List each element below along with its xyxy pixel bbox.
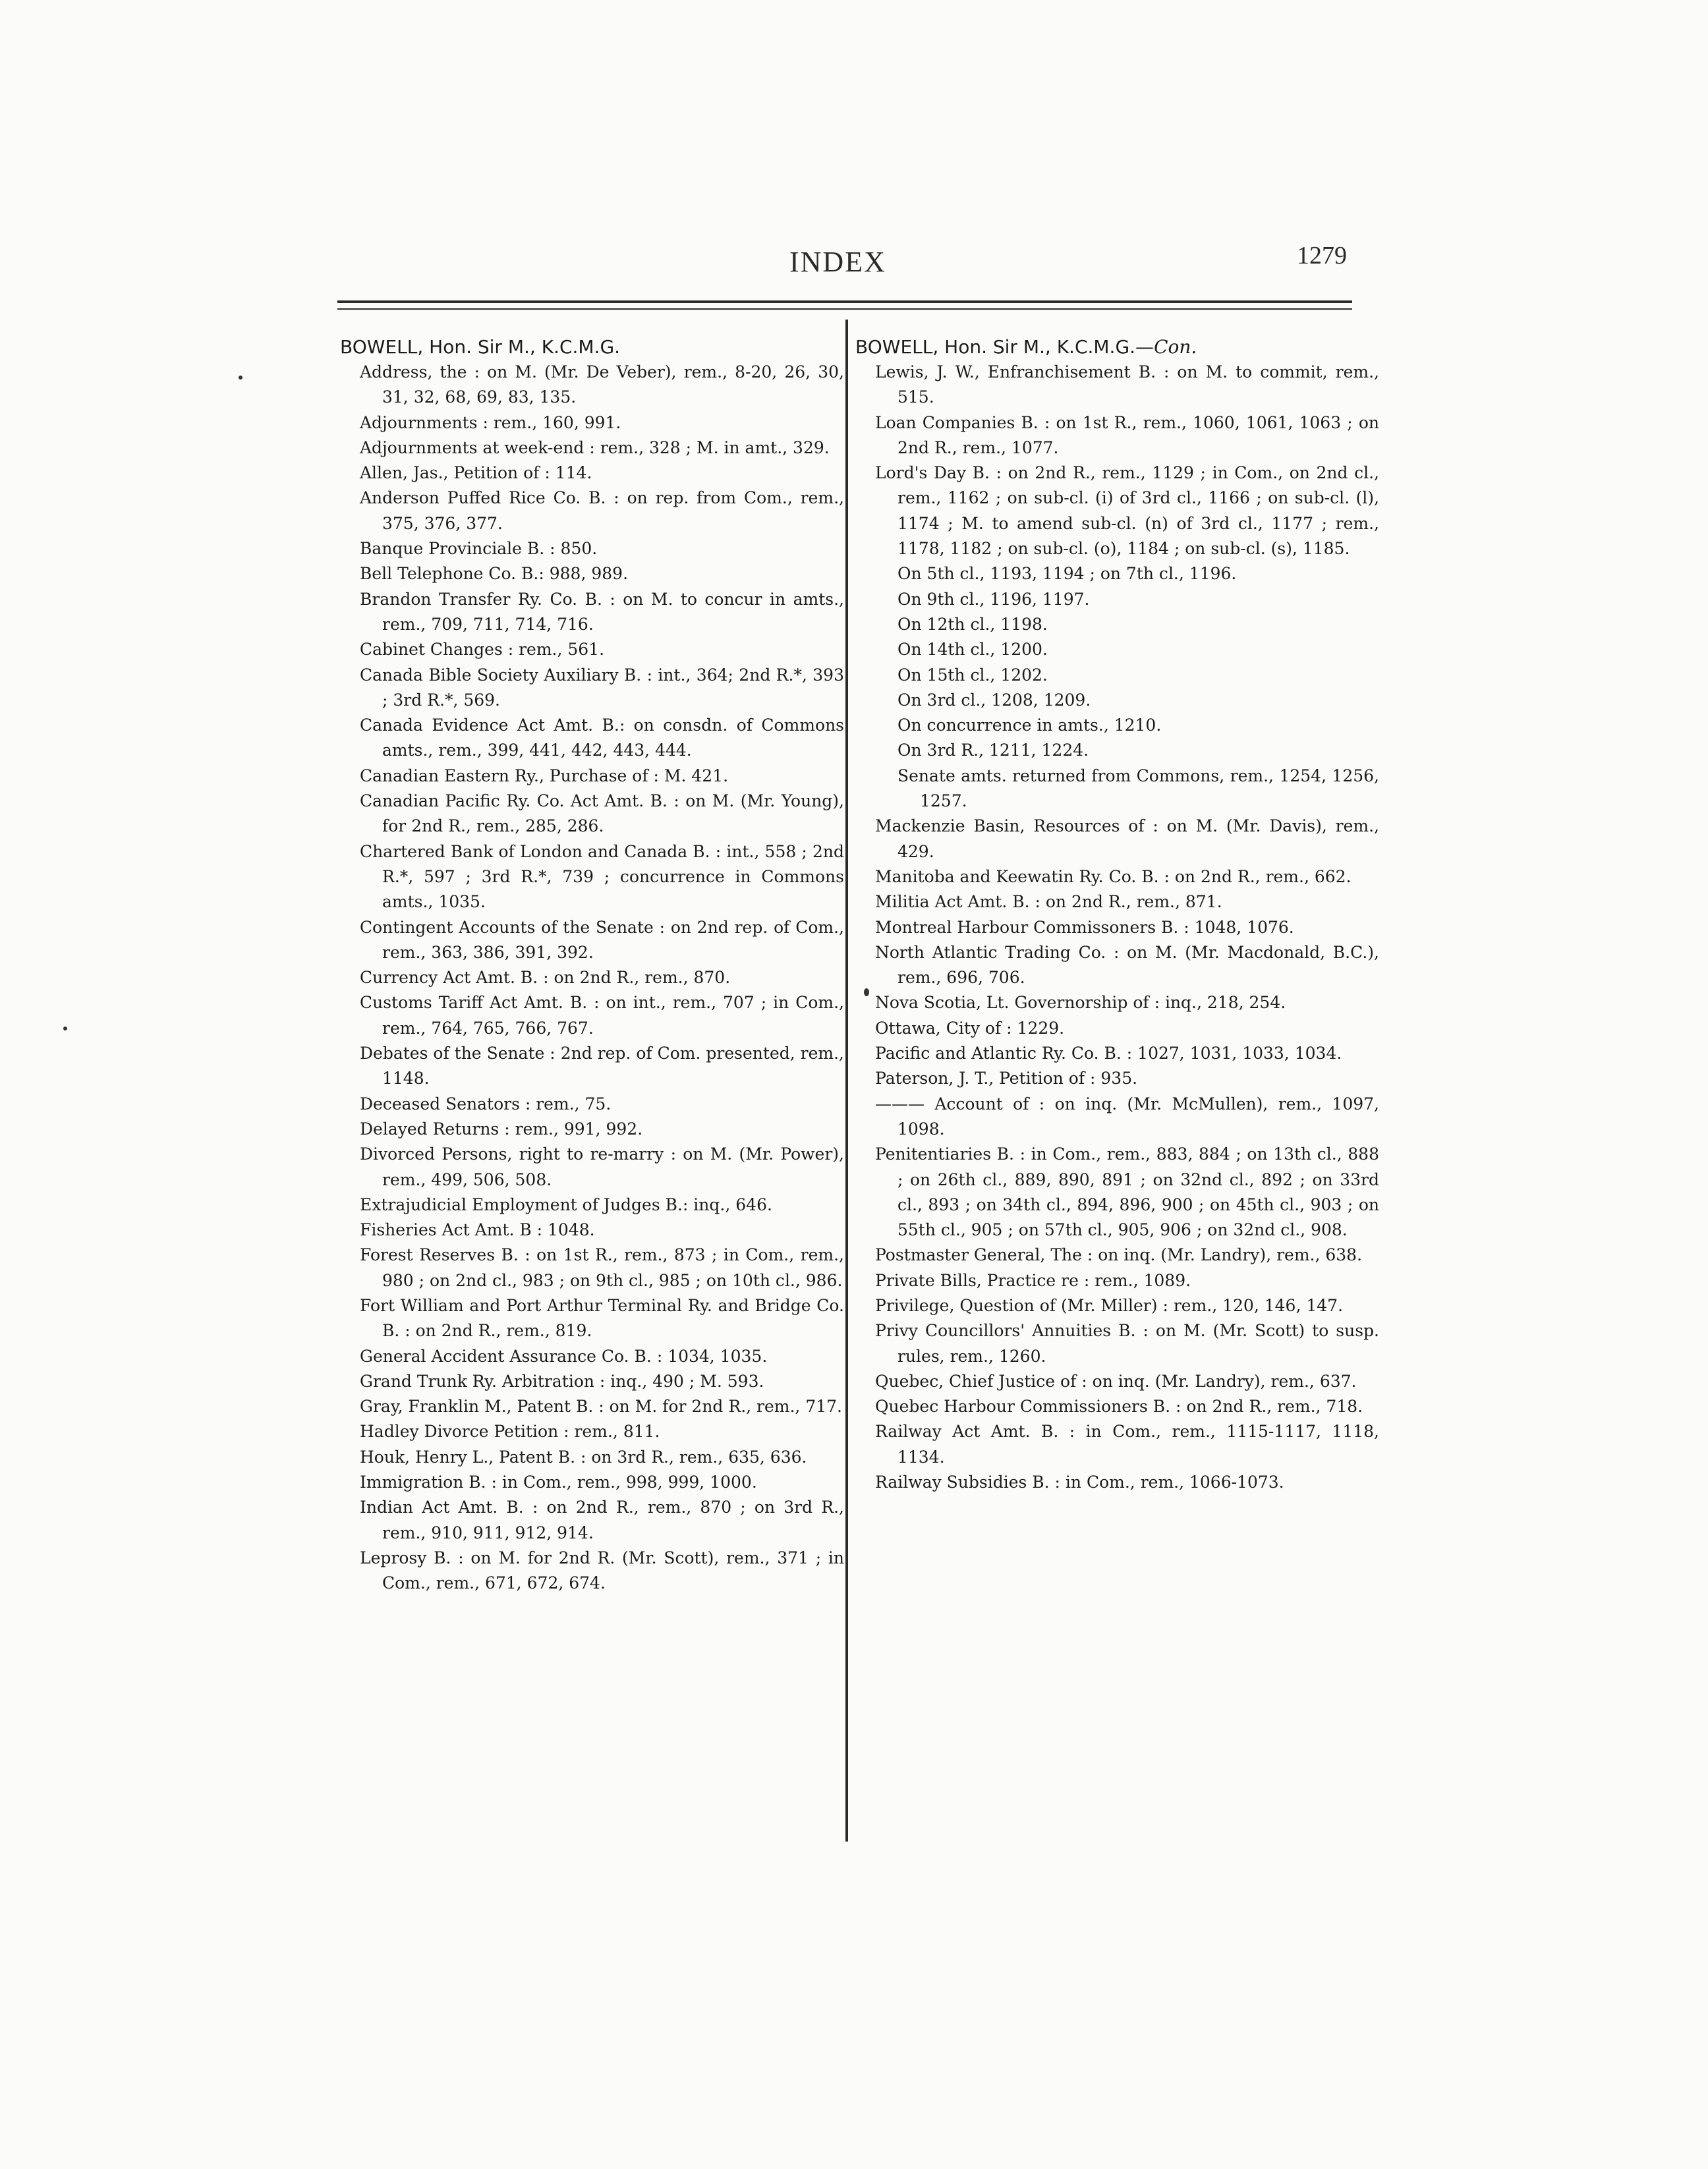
index-entry: Bell Telephone Co. B.: 988, 989. bbox=[360, 564, 629, 584]
index-entry-list bbox=[855, 814, 1379, 1495]
heading-text: BOWELL, Hon. Sir M., K.C.M.G.— bbox=[855, 336, 1154, 358]
index-entry: Quebec Harbour Commissioners B. : on 2nd R., rem., 718. bbox=[875, 1397, 1363, 1417]
index-entry: Fort William and Port Arthur Terminal Ry. and Bridge Co. B. : on 2nd R., rem., 819. bbox=[360, 1295, 844, 1341]
index-entry: Gray, Franklin M., Patent B. : on M. for 2nd R., rem., 717. bbox=[360, 1397, 842, 1417]
index-entry: Canadian Pacific Ry. Co. Act Amt. B. : on M. (Mr. Young), for 2nd R., rem., 285, 286. bbox=[360, 791, 844, 836]
page-number: 1279 bbox=[1297, 242, 1347, 269]
index-entry: ——— Account of : on inq. (Mr. McMullen), rem., 1097, 1098. bbox=[875, 1094, 1379, 1139]
heading-continued-suffix: Con. bbox=[1154, 336, 1197, 358]
index-entry: Chartered Bank of London and Canada B. : int., 558 ; 2nd R.*, 597 ; 3rd R.*, 739 ; concurrence in Commons amts., 1035. bbox=[360, 841, 844, 912]
index-entry: Militia Act Amt. B. : on 2nd R., rem., 871. bbox=[875, 892, 1222, 912]
index-entry: Grand Trunk Ry. Arbitration : inq., 490 ; M. 593. bbox=[360, 1371, 764, 1391]
index-entry: Montreal Harbour Commissoners B. : 1048, 1076. bbox=[875, 917, 1294, 937]
header-rule-thick bbox=[337, 300, 1352, 303]
index-entry: Adjournments : rem., 160, 991. bbox=[360, 412, 621, 432]
index-entry: Lewis, J. W., Enfranchisement B. : on M. to commit, rem., 515. bbox=[875, 362, 1379, 407]
index-subentry: On 15th cl., 1202. bbox=[897, 665, 1048, 685]
column-divider bbox=[845, 320, 848, 1842]
index-entry: Immigration B. : in Com., rem., 998, 999, 1000. bbox=[360, 1473, 757, 1492]
index-entry: Debates of the Senate : 2nd rep. of Com. presented, rem., 1148. bbox=[360, 1044, 844, 1088]
index-subentry: On 5th cl., 1193, 1194 ; on 7th cl., 1196. bbox=[897, 564, 1237, 584]
index-subentry: On 9th cl., 1196, 1197. bbox=[897, 589, 1090, 609]
header-rule-thin bbox=[337, 308, 1352, 310]
index-entry-list bbox=[340, 360, 844, 1596]
index-entry: Railway Subsidies B. : in Com., rem., 1066-1073. bbox=[875, 1473, 1284, 1492]
index-entry: Currency Act Amt. B. : on 2nd R., rem., 870. bbox=[360, 968, 731, 988]
index-entry: Cabinet Changes : rem., 561. bbox=[360, 640, 605, 660]
index-entry: Private Bills, Practice re : rem., 1089. bbox=[875, 1270, 1191, 1290]
index-entry: Address, the : on M. (Mr. De Veber), rem., 8-20, 26, 30, 31, 32, 68, 69, 83, 135. bbox=[360, 362, 844, 407]
index-entry: Lord's Day B. : on 2nd R., rem., 1129 ; in Com., on 2nd cl., rem., 1162 ; on sub-cl. (i) of 3rd cl., 1166 ; on sub-cl. (l), 1174 ; M. to amend sub-cl. (n) of 3rd cl., 1177 ; rem., 1178, 1182 ; on sub-cl. (o), 1184 ; on sub-cl. (s), 1185. bbox=[875, 463, 1379, 559]
scan-speck bbox=[63, 1027, 67, 1030]
index-entry: Mackenzie Basin, Resources of : on M. (Mr. Davis), rem., 429. bbox=[875, 816, 1379, 861]
index-column-right bbox=[855, 335, 1379, 1495]
index-entry: Railway Act Amt. B. : in Com., rem., 1115-1117, 1118, 1134. bbox=[875, 1422, 1379, 1467]
index-entry: Ottawa, City of : 1229. bbox=[875, 1018, 1065, 1038]
index-entry: Canada Evidence Act Amt. B.: on consdn. of Commons amts., rem., 399, 441, 442, 443, 444. bbox=[360, 716, 844, 760]
index-subentry: On 12th cl., 1198. bbox=[897, 614, 1048, 634]
index-entry: General Accident Assurance Co. B. : 1034, 1035. bbox=[360, 1346, 768, 1366]
index-entry: Penitentiaries B. : in Com., rem., 883, 884 ; on 13th cl., 888 ; on 26th cl., 889, 890, 891 ; on 32nd cl., 892 ; on 33rd cl., 893 ; on 34th cl., 894, 896, 900 ; on 45th cl., 903 ; on 55th cl., 905 ; on 57th cl., 905, 906 ; on 32nd cl., 908. bbox=[875, 1144, 1379, 1240]
index-subentry: On concurrence in amts., 1210. bbox=[897, 716, 1162, 735]
index-entry: Manitoba and Keewatin Ry. Co. B. : on 2nd R., rem., 662. bbox=[875, 866, 1352, 886]
index-subentry: On 14th cl., 1200. bbox=[897, 640, 1048, 660]
index-entry: Extrajudicial Employment of Judges B.: inq., 646. bbox=[360, 1195, 772, 1214]
index-entry: Deceased Senators : rem., 75. bbox=[360, 1094, 612, 1113]
index-entry: Brandon Transfer Ry. Co. B. : on M. to concur in amts., rem., 709, 711, 714, 716. bbox=[360, 589, 844, 634]
index-entry: Canadian Eastern Ry., Purchase of : M. 421. bbox=[360, 766, 729, 785]
index-entry: Customs Tariff Act Amt. B. : on int., rem., 707 ; in Com., rem., 764, 765, 766, 767. bbox=[360, 993, 844, 1038]
index-subentry-list bbox=[855, 561, 1379, 814]
index-entry: Divorced Persons, right to re-marry : on M. (Mr. Power), rem., 499, 506, 508. bbox=[360, 1144, 844, 1189]
index-entry: Loan Companies B. : on 1st R., rem., 1060, 1061, 1063 ; on 2nd R., rem., 1077. bbox=[875, 412, 1379, 457]
index-entry: Adjournments at week-end : rem., 328 ; M. in amt., 329. bbox=[360, 437, 830, 457]
index-entry: Hadley Divorce Petition : rem., 811. bbox=[360, 1422, 660, 1442]
index-subentry: On 3rd cl., 1208, 1209. bbox=[897, 690, 1091, 710]
index-entry: Leprosy B. : on M. for 2nd R. (Mr. Scott), rem., 371 ; in Com., rem., 671, 672, 674. bbox=[360, 1548, 844, 1593]
index-entry: North Atlantic Trading Co. : on M. (Mr. Macdonald, B.C.), rem., 696, 706. bbox=[875, 942, 1379, 988]
index-entry: Postmaster General, The : on inq. (Mr. Landry), rem., 638. bbox=[875, 1245, 1363, 1265]
index-entry: Delayed Returns : rem., 991, 992. bbox=[360, 1119, 643, 1139]
index-entry: Anderson Puffed Rice Co. B. : on rep. from Com., rem., 375, 376, 377. bbox=[360, 488, 844, 533]
index-entry: Quebec, Chief Justice of : on inq. (Mr. Landry), rem., 637. bbox=[875, 1371, 1357, 1391]
index-entry: Pacific and Atlantic Ry. Co. B. : 1027, 1031, 1033, 1034. bbox=[875, 1044, 1342, 1063]
index-subentry: On 3rd R., 1211, 1224. bbox=[897, 741, 1089, 760]
index-entry: Nova Scotia, Lt. Governorship of : inq., 218, 254. bbox=[875, 993, 1286, 1013]
index-column-left bbox=[340, 335, 844, 1596]
index-entry: Canada Bible Society Auxiliary B. : int., 364; 2nd R.*, 393 ; 3rd R.*, 569. bbox=[360, 665, 844, 710]
index-entry: Forest Reserves B. : on 1st R., rem., 873 ; in Com., rem., 980 ; on 2nd cl., 983 ; on 9th cl., 985 ; on 10th cl., 986. bbox=[360, 1245, 844, 1290]
index-entry: Indian Act Amt. B. : on 2nd R., rem., 870 ; on 3rd R., rem., 910, 911, 912, 914. bbox=[360, 1498, 844, 1542]
index-entry: Fisheries Act Amt. B : 1048. bbox=[360, 1220, 595, 1240]
index-entry-list bbox=[855, 360, 1379, 561]
index-entry: Houk, Henry L., Patent B. : on 3rd R., rem., 635, 636. bbox=[360, 1447, 807, 1467]
index-heading-continued bbox=[855, 335, 1379, 360]
index-heading: BOWELL, Hon. Sir M., K.C.M.G. bbox=[340, 336, 621, 358]
index-entry: Privilege, Question of (Mr. Miller) : rem., 120, 146, 147. bbox=[875, 1295, 1344, 1315]
index-entry: Privy Councillors' Annuities B. : on M. (Mr. Scott) to susp. rules, rem., 1260. bbox=[875, 1321, 1379, 1366]
index-entry: Allen, Jas., Petition of : 114. bbox=[360, 463, 592, 483]
index-entry: Contingent Accounts of the Senate : on 2nd rep. of Com., rem., 363, 386, 391, 392. bbox=[360, 917, 844, 962]
page-title: INDEX bbox=[789, 246, 886, 278]
index-entry: Paterson, J. T., Petition of : 935. bbox=[875, 1069, 1138, 1088]
index-subentry: Senate amts. returned from Commons, rem., 1254, 1256, 1257. bbox=[897, 766, 1379, 811]
index-entry: Banque Provinciale B. : 850. bbox=[360, 539, 598, 559]
scan-speck bbox=[239, 376, 242, 380]
